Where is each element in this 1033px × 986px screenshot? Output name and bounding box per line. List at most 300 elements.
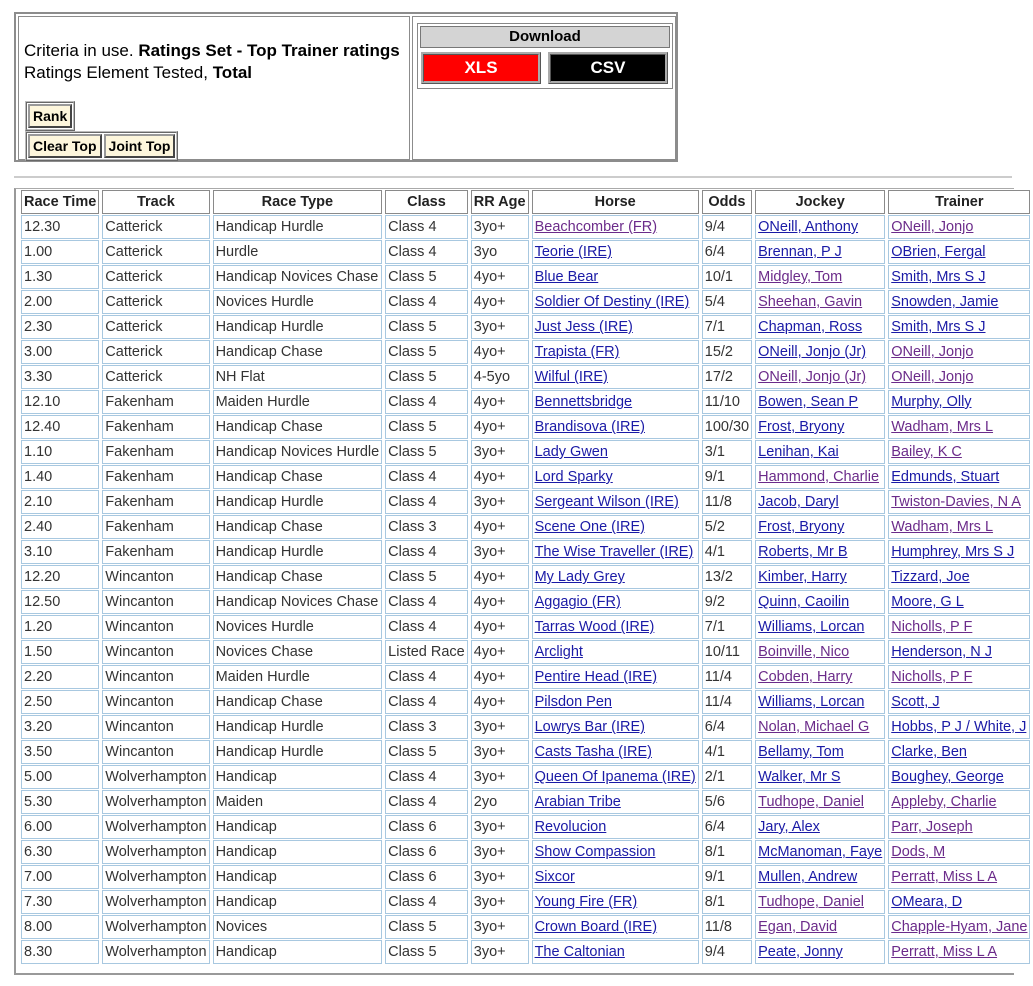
odds-cell: 9/4 [702, 940, 752, 964]
track-cell: Wolverhampton [102, 940, 209, 964]
table-row [21, 590, 1030, 614]
odds-cell: 7/1 [702, 615, 752, 639]
age-cell: 3yo+ [471, 840, 529, 864]
horse-link[interactable]: Soldier Of Destiny (IRE) [534, 294, 690, 310]
race-type-cell: Handicap Novices Chase [213, 590, 383, 614]
table-row [21, 440, 1030, 464]
class-cell: Class 4 [385, 890, 468, 914]
trainer-link[interactable]: Perratt, Miss L A [891, 869, 998, 885]
trainer-link[interactable]: Hobbs, P J / White, J [891, 719, 1027, 735]
jockey-cell [755, 840, 885, 864]
jockey-cell [755, 290, 885, 314]
criteria-prefix: Criteria in use. [24, 41, 139, 60]
trainer-link[interactable]: Boughey, George [891, 769, 1004, 785]
jockey-link[interactable]: Tudhope, Daniel [758, 894, 864, 910]
odds-cell: 5/4 [702, 290, 752, 314]
race-time-cell: 3.10 [21, 540, 99, 564]
odds-cell: 8/1 [702, 840, 752, 864]
horse-link[interactable]: Teorie (IRE) [534, 244, 612, 260]
track-cell: Wincanton [102, 715, 209, 739]
trainer-link[interactable]: OBrien, Fergal [891, 244, 986, 260]
trainer-link[interactable]: Edmunds, Stuart [891, 469, 1000, 485]
trainer-link[interactable]: Smith, Mrs S J [891, 319, 986, 335]
horse-link[interactable]: Aggagio (FR) [534, 594, 621, 610]
race-time-cell: 1.30 [21, 265, 99, 289]
class-cell: Class 4 [385, 390, 468, 414]
results-table-wrapper [14, 188, 1028, 975]
track-cell: Fakenham [102, 540, 209, 564]
race-time-cell: 7.00 [21, 865, 99, 889]
age-cell: 3yo+ [471, 315, 529, 339]
trainer-link[interactable]: Murphy, Olly [891, 394, 972, 410]
race-type-cell: Handicap Chase [213, 415, 383, 439]
criteria-box [18, 16, 410, 160]
odds-cell: 9/1 [702, 865, 752, 889]
trainer-cell [888, 440, 1030, 464]
class-cell: Class 5 [385, 415, 468, 439]
race-type-cell: Maiden Hurdle [213, 665, 383, 689]
trainer-cell [888, 540, 1030, 564]
trainer-link[interactable]: Nicholls, P F [891, 619, 973, 635]
jockey-link[interactable]: Hammond, Charlie [758, 469, 880, 485]
rank-button[interactable]: Rank [28, 104, 72, 128]
horse-cell [532, 240, 699, 264]
class-cell: Class 6 [385, 815, 468, 839]
race-time-cell: 12.40 [21, 415, 99, 439]
rank-box [25, 101, 75, 131]
track-cell: Wincanton [102, 690, 209, 714]
column-header[interactable]: Odds [702, 190, 752, 214]
age-cell: 4yo+ [471, 390, 529, 414]
jockey-link[interactable]: Bellamy, Tom [758, 744, 844, 760]
jockey-link[interactable]: Jacob, Daryl [758, 494, 839, 510]
odds-cell: 6/4 [702, 815, 752, 839]
horse-link[interactable]: Queen Of Ipanema (IRE) [534, 769, 696, 785]
race-time-cell: 1.00 [21, 240, 99, 264]
download-header: Download [420, 26, 670, 48]
class-cell: Class 5 [385, 940, 468, 964]
race-time-cell: 12.10 [21, 390, 99, 414]
jockey-link[interactable]: Nolan, Michael G [758, 719, 870, 735]
jockey-link[interactable]: ONeill, Anthony [758, 219, 859, 235]
download-panel [412, 16, 676, 160]
race-time-cell: 2.20 [21, 665, 99, 689]
track-cell: Wolverhampton [102, 865, 209, 889]
column-header[interactable]: Track [102, 190, 209, 214]
column-header[interactable]: Trainer [888, 190, 1030, 214]
race-type-cell: Handicap Chase [213, 340, 383, 364]
trainer-link[interactable]: Tizzard, Joe [891, 569, 970, 585]
jockey-link[interactable]: Williams, Lorcan [758, 694, 865, 710]
jockey-link[interactable]: Walker, Mr S [758, 769, 841, 785]
horse-link[interactable]: The Wise Traveller (IRE) [534, 544, 694, 560]
odds-cell: 11/4 [702, 690, 752, 714]
horse-link[interactable]: Crown Board (IRE) [534, 919, 658, 935]
jockey-link[interactable]: Williams, Lorcan [758, 619, 865, 635]
trainer-link[interactable]: Wadham, Mrs L [891, 419, 994, 435]
race-type-cell: Handicap Chase [213, 690, 383, 714]
horse-link[interactable]: Sixcor [534, 869, 575, 885]
race-time-cell: 12.50 [21, 590, 99, 614]
jockey-cell [755, 415, 885, 439]
jockey-link[interactable]: ONeill, Jonjo (Jr) [758, 369, 867, 385]
horse-cell [532, 765, 699, 789]
jockey-cell [755, 515, 885, 539]
age-cell: 4yo+ [471, 565, 529, 589]
horse-cell [532, 815, 699, 839]
column-header[interactable]: Jockey [755, 190, 885, 214]
age-cell: 4yo+ [471, 290, 529, 314]
class-cell: Class 4 [385, 240, 468, 264]
table-row [21, 940, 1030, 964]
jockey-cell [755, 440, 885, 464]
race-time-cell: 8.30 [21, 940, 99, 964]
jockey-cell [755, 665, 885, 689]
odds-cell: 13/2 [702, 565, 752, 589]
horse-link[interactable]: Scene One (IRE) [534, 519, 645, 535]
race-type-cell: Handicap [213, 940, 383, 964]
age-cell: 3yo+ [471, 490, 529, 514]
trainer-link[interactable]: Chapple-Hyam, Jane [891, 919, 1028, 935]
track-cell: Fakenham [102, 465, 209, 489]
odds-cell: 17/2 [702, 365, 752, 389]
jockey-cell [755, 240, 885, 264]
jockey-link[interactable]: Chapman, Ross [758, 319, 863, 335]
track-cell: Wolverhampton [102, 765, 209, 789]
column-header[interactable]: RR Age [471, 190, 529, 214]
jockey-link[interactable]: Sheehan, Gavin [758, 294, 863, 310]
jockey-cell [755, 265, 885, 289]
class-cell: Listed Race [385, 640, 468, 664]
trainer-cell [888, 815, 1030, 839]
jockey-cell [755, 215, 885, 239]
age-cell: 4yo+ [471, 690, 529, 714]
track-cell: Wolverhampton [102, 790, 209, 814]
jockey-link[interactable]: ONeill, Jonjo (Jr) [758, 344, 867, 360]
horse-link[interactable]: Casts Tasha (IRE) [534, 744, 652, 760]
table-row [21, 540, 1030, 564]
horse-link[interactable]: Trapista (FR) [534, 344, 620, 360]
race-time-cell: 1.20 [21, 615, 99, 639]
trainer-cell [888, 840, 1030, 864]
odds-cell: 10/1 [702, 265, 752, 289]
class-cell: Class 5 [385, 340, 468, 364]
horse-link[interactable]: Beachcomber (FR) [534, 219, 658, 235]
age-cell: 3yo+ [471, 215, 529, 239]
race-time-cell: 12.20 [21, 565, 99, 589]
jockey-link[interactable]: Frost, Bryony [758, 419, 845, 435]
trainer-cell [888, 715, 1030, 739]
track-cell: Wincanton [102, 590, 209, 614]
jockey-link[interactable]: Brennan, P J [758, 244, 842, 260]
clear-top-button[interactable]: Clear Top [28, 134, 102, 158]
jockey-cell [755, 490, 885, 514]
jockey-link[interactable]: Jary, Alex [758, 819, 820, 835]
horse-cell [532, 840, 699, 864]
horse-link[interactable]: Bennettsbridge [534, 394, 633, 410]
race-time-cell: 6.00 [21, 815, 99, 839]
odds-cell: 4/1 [702, 740, 752, 764]
trainer-link[interactable]: Moore, G L [891, 594, 964, 610]
age-cell: 3yo+ [471, 890, 529, 914]
table-body [21, 215, 1030, 964]
trainer-link[interactable]: Perratt, Miss L A [891, 944, 998, 960]
horse-link[interactable]: Wilful (IRE) [534, 369, 608, 385]
horse-cell [532, 890, 699, 914]
horse-cell [532, 565, 699, 589]
trainer-link[interactable]: Clarke, Ben [891, 744, 967, 760]
jockey-cell [755, 340, 885, 364]
horse-link[interactable]: Show Compassion [534, 844, 656, 860]
class-cell: Class 6 [385, 840, 468, 864]
horse-link[interactable]: Lord Sparky [534, 469, 613, 485]
table-row [21, 565, 1030, 589]
trainer-cell [888, 290, 1030, 314]
horse-link[interactable]: Blue Bear [534, 269, 599, 285]
race-type-cell: Novices [213, 915, 383, 939]
race-time-cell: 2.50 [21, 690, 99, 714]
download-inner [417, 23, 673, 89]
race-type-cell: Handicap Hurdle [213, 490, 383, 514]
trainer-link[interactable]: Scott, J [891, 694, 940, 710]
odds-cell: 9/2 [702, 590, 752, 614]
table-row [21, 715, 1030, 739]
column-header[interactable]: Class [385, 190, 468, 214]
race-type-cell: Maiden Hurdle [213, 390, 383, 414]
horse-link[interactable]: Arclight [534, 644, 583, 660]
horse-cell [532, 740, 699, 764]
column-header[interactable]: Race Type [213, 190, 383, 214]
track-cell: Fakenham [102, 415, 209, 439]
track-cell: Catterick [102, 215, 209, 239]
table-row [21, 515, 1030, 539]
jockey-link[interactable]: Mullen, Andrew [758, 869, 858, 885]
age-cell: 4yo+ [471, 465, 529, 489]
track-cell: Catterick [102, 290, 209, 314]
jockey-link[interactable]: Tudhope, Daniel [758, 794, 864, 810]
class-cell: Class 6 [385, 865, 468, 889]
horse-cell [532, 515, 699, 539]
table-row [21, 215, 1030, 239]
horse-cell [532, 540, 699, 564]
table-row [21, 365, 1030, 389]
race-time-cell: 1.10 [21, 440, 99, 464]
trainer-link[interactable]: Dods, M [891, 844, 946, 860]
jockey-link[interactable]: Cobden, Harry [758, 669, 853, 685]
odds-cell: 11/4 [702, 665, 752, 689]
jockey-link[interactable]: Kimber, Harry [758, 569, 847, 585]
jockey-link[interactable]: McManoman, Faye [758, 844, 883, 860]
class-cell: Class 4 [385, 665, 468, 689]
race-type-cell: Handicap Chase [213, 465, 383, 489]
trainer-link[interactable]: Parr, Joseph [891, 819, 973, 835]
table-row [21, 665, 1030, 689]
race-time-cell: 5.30 [21, 790, 99, 814]
table-row [21, 740, 1030, 764]
jockey-link[interactable]: Boinville, Nico [758, 644, 850, 660]
horse-cell [532, 265, 699, 289]
jockey-cell [755, 815, 885, 839]
trainer-link[interactable]: ONeill, Jonjo [891, 219, 974, 235]
horse-cell [532, 865, 699, 889]
trainer-link[interactable]: Smith, Mrs S J [891, 269, 986, 285]
trainer-cell [888, 665, 1030, 689]
trainer-cell [888, 215, 1030, 239]
age-cell: 4yo+ [471, 665, 529, 689]
trainer-cell [888, 615, 1030, 639]
class-cell: Class 5 [385, 365, 468, 389]
track-cell: Wolverhampton [102, 890, 209, 914]
horse-link[interactable]: Pentire Head (IRE) [534, 669, 658, 685]
trainer-link[interactable]: Wadham, Mrs L [891, 519, 994, 535]
trainer-link[interactable]: ONeill, Jonjo [891, 369, 974, 385]
track-cell: Wincanton [102, 740, 209, 764]
horse-link[interactable]: Arabian Tribe [534, 794, 621, 810]
table-row [21, 390, 1030, 414]
xls-download-button[interactable]: XLS [421, 52, 541, 84]
column-header[interactable]: Horse [532, 190, 699, 214]
horse-link[interactable]: Brandisova (IRE) [534, 419, 645, 435]
trainer-cell [888, 340, 1030, 364]
jockey-link[interactable]: Peate, Jonny [758, 944, 843, 960]
table-row [21, 615, 1030, 639]
class-cell: Class 4 [385, 290, 468, 314]
horse-link[interactable]: Tarras Wood (IRE) [534, 619, 655, 635]
horse-cell [532, 415, 699, 439]
race-type-cell: Novices Hurdle [213, 615, 383, 639]
trainer-cell [888, 765, 1030, 789]
table-row [21, 490, 1030, 514]
horse-cell [532, 915, 699, 939]
horse-cell [532, 340, 699, 364]
race-time-cell: 12.30 [21, 215, 99, 239]
horse-link[interactable]: Sergeant Wilson (IRE) [534, 494, 679, 510]
track-cell: Fakenham [102, 390, 209, 414]
trainer-link[interactable]: Bailey, K C [891, 444, 962, 460]
class-cell: Class 4 [385, 765, 468, 789]
horse-link[interactable]: Lowrys Bar (IRE) [534, 719, 645, 735]
odds-cell: 5/2 [702, 515, 752, 539]
race-type-cell: NH Flat [213, 365, 383, 389]
track-cell: Catterick [102, 265, 209, 289]
horse-link[interactable]: Revolucion [534, 819, 607, 835]
class-cell: Class 5 [385, 565, 468, 589]
race-time-cell: 7.30 [21, 890, 99, 914]
table-row [21, 890, 1030, 914]
trainer-cell [888, 390, 1030, 414]
table-row [21, 915, 1030, 939]
horse-cell [532, 665, 699, 689]
horse-link[interactable]: Young Fire (FR) [534, 894, 638, 910]
table-row [21, 265, 1030, 289]
column-header[interactable]: Race Time [21, 190, 99, 214]
horse-link[interactable]: Just Jess (IRE) [534, 319, 633, 335]
jockey-cell [755, 715, 885, 739]
trainer-link[interactable]: Nicholls, P F [891, 669, 973, 685]
class-cell: Class 4 [385, 690, 468, 714]
track-cell: Fakenham [102, 515, 209, 539]
track-cell: Fakenham [102, 490, 209, 514]
odds-cell: 6/4 [702, 240, 752, 264]
race-type-cell: Handicap Hurdle [213, 315, 383, 339]
horse-link[interactable]: My Lady Grey [534, 569, 625, 585]
race-type-cell: Novices Chase [213, 640, 383, 664]
jockey-cell [755, 690, 885, 714]
class-cell: Class 4 [385, 490, 468, 514]
trainer-cell [888, 690, 1030, 714]
race-type-cell: Handicap Hurdle [213, 540, 383, 564]
trainer-link[interactable]: Humphrey, Mrs S J [891, 544, 1015, 560]
horse-link[interactable]: Pilsdon Pen [534, 694, 612, 710]
odds-cell: 11/8 [702, 915, 752, 939]
class-cell: Class 3 [385, 515, 468, 539]
trainer-link[interactable]: OMeara, D [891, 894, 963, 910]
race-type-cell: Handicap [213, 840, 383, 864]
horse-link[interactable]: Lady Gwen [534, 444, 608, 460]
horse-cell [532, 615, 699, 639]
trainer-link[interactable]: Appleby, Charlie [891, 794, 997, 810]
track-cell: Wolverhampton [102, 815, 209, 839]
table-row [21, 240, 1030, 264]
class-cell: Class 4 [385, 465, 468, 489]
trainer-link[interactable]: Snowden, Jamie [891, 294, 999, 310]
horse-link[interactable]: The Caltonian [534, 944, 625, 960]
age-cell: 3yo [471, 240, 529, 264]
race-type-cell: Handicap [213, 890, 383, 914]
divider [14, 176, 1012, 178]
race-type-cell: Hurdle [213, 240, 383, 264]
jockey-cell [755, 565, 885, 589]
criteria-ratings-set [24, 41, 400, 61]
table-row [21, 790, 1030, 814]
joint-top-button[interactable]: Joint Top [104, 134, 176, 158]
jockey-link[interactable]: Midgley, Tom [758, 269, 843, 285]
race-time-cell: 3.20 [21, 715, 99, 739]
csv-download-button[interactable]: CSV [548, 52, 668, 84]
trainer-link[interactable]: ONeill, Jonjo [891, 344, 974, 360]
age-cell: 3yo+ [471, 540, 529, 564]
horse-cell [532, 290, 699, 314]
horse-cell [532, 940, 699, 964]
jockey-cell [755, 790, 885, 814]
jockey-link[interactable]: Lenihan, Kai [758, 444, 839, 460]
jockey-link[interactable]: Egan, David [758, 919, 838, 935]
horse-cell [532, 590, 699, 614]
track-cell: Wincanton [102, 615, 209, 639]
jockey-link[interactable]: Quinn, Caoilin [758, 594, 850, 610]
age-cell: 3yo+ [471, 740, 529, 764]
class-cell: Class 5 [385, 915, 468, 939]
trainer-cell [888, 565, 1030, 589]
trainer-link[interactable]: Henderson, N J [891, 644, 992, 660]
age-cell: 3yo+ [471, 715, 529, 739]
table-row [21, 340, 1030, 364]
odds-cell: 8/1 [702, 890, 752, 914]
element-prefix: Ratings Element Tested, [24, 63, 213, 82]
odds-cell: 7/1 [702, 315, 752, 339]
jockey-link[interactable]: Roberts, Mr B [758, 544, 848, 560]
race-type-cell: Handicap Hurdle [213, 215, 383, 239]
trainer-link[interactable]: Twiston-Davies, N A [891, 494, 1021, 510]
criteria-panel [14, 12, 678, 162]
jockey-link[interactable]: Frost, Bryony [758, 519, 845, 535]
odds-cell: 100/30 [702, 415, 752, 439]
jockey-cell [755, 365, 885, 389]
odds-cell: 4/1 [702, 540, 752, 564]
jockey-cell [755, 615, 885, 639]
jockey-cell [755, 915, 885, 939]
jockey-link[interactable]: Bowen, Sean P [758, 394, 859, 410]
